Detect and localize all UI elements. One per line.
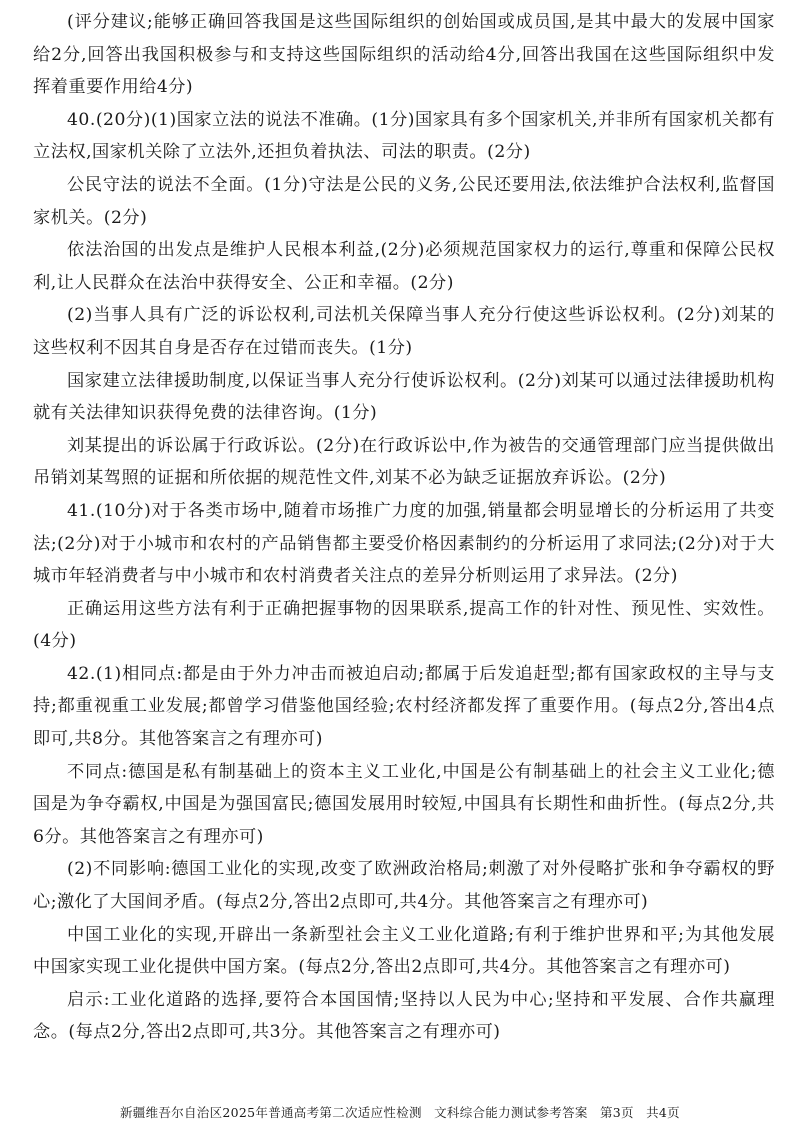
answer-paragraph: (2)当事人具有广泛的诉讼权利,司法机关保障当事人充分行使这些诉讼权利。(2分)刘某的这些权利不因其自身是否存在过错而丧失。(1分) [33,305,775,358]
answer-content [33,6,775,1049]
answer-paragraph: (评分建议;能够正确回答我国是这些国际组织的创始国或成员国,是其中最大的发展中国家给2分,回答出我国积极参与和支持这些国际组织的活动给4分,回答出我国在这些国际组织中发挥着重要作用给4分) [33,12,775,98]
footer-page-number: 第3页 [599,1105,634,1120]
answer-paragraph: 公民守法的说法不全面。(1分)守法是公民的义务,公民还要用法,依法维护合法权利,监督国家机关。(2分) [33,174,775,228]
answer-paragraph: 启示:工业化道路的选择,要符合本国国情;坚持以人民为中心;坚持和平发展、合作共赢理念。(每点2分,答出2点即可,共3分。其他答案言之有理亦可) [33,989,775,1043]
footer-page-total: 共4页 [646,1105,680,1120]
footer-exam-title: 新疆维吾尔自治区2025年普通高考第二次适应性检测 [120,1105,422,1120]
answer-paragraph: 42.(1)相同点:都是由于外力冲击而被迫启动;都属于后发追赶型;都有国家政权的主导与支持;都重视重工业发展;都曾学习借鉴他国经验;农村经济都发挥了重要作用。(每点2分,答出4点即可,共8分。其他答案言之有理亦可) [33,663,775,750]
answer-paragraph: 刘某提出的诉讼属于行政诉讼。(2分)在行政诉讼中,作为被告的交通管理部门应当提供做出吊销刘某驾照的证据和所依据的规范性文件,刘某不必为缺乏证据放弃诉讼。(2分) [33,435,775,489]
answer-paragraph: 41.(10分)对于各类市场中,随着市场推广力度的加强,销量都会明显增长的分析运用了共变法;(2分)对于小城市和农村的产品销售都主要受价格因素制约的分析运用了求同法;(2分)对于大城市年轻消费者与中小城市和农村消费者关注点的差异分析则运用了求异法。(2分) [33,500,775,587]
answer-paragraph: 依法治国的出发点是维护人民根本利益,(2分)必须规范国家权力的运行,尊重和保障公民权利,让人民群众在法治中获得安全、公正和幸福。(2分) [33,240,775,293]
page-footer [0,1104,800,1122]
answer-paragraph: 国家建立法律援助制度,以保证当事人充分行使诉讼权利。(2分)刘某可以通过法律援助机构就有关法律知识获得免费的法律咨询。(1分) [33,370,775,424]
answer-paragraph: 中国工业化的实现,开辟出一条新型社会主义工业化道路;有利于维护世界和平;为其他发展中国家实现工业化提供中国方案。(每点2分,答出2点即可,共4分。其他答案言之有理亦可) [33,924,775,978]
answer-paragraph: 不同点:德国是私有制基础上的资本主义工业化,中国是公有制基础上的社会主义工业化;德国是为争夺霸权,中国是为强国富民;德国发展用时较短,中国具有长期性和曲折性。(每点2分,共6分。其他答案言之有理亦可) [33,761,775,847]
answer-paragraph: 正确运用这些方法有利于正确把握事物的因果联系,提高工作的针对性、预见性、实效性。(4分) [33,598,775,652]
answer-paragraph: 40.(20分)(1)国家立法的说法不准确。(1分)国家具有多个国家机关,并非所有国家机关都有立法权,国家机关除了立法外,还担负着执法、司法的职责。(2分) [33,109,775,163]
footer-subject: 文科综合能力测试参考答案 [434,1105,588,1120]
answer-paragraph: (2)不同影响:德国工业化的实现,改变了欧洲政治格局;刺激了对外侵略扩张和争夺霸权的野心;激化了大国间矛盾。(每点2分,答出2点即可,共4分。其他答案言之有理亦可) [33,859,775,913]
